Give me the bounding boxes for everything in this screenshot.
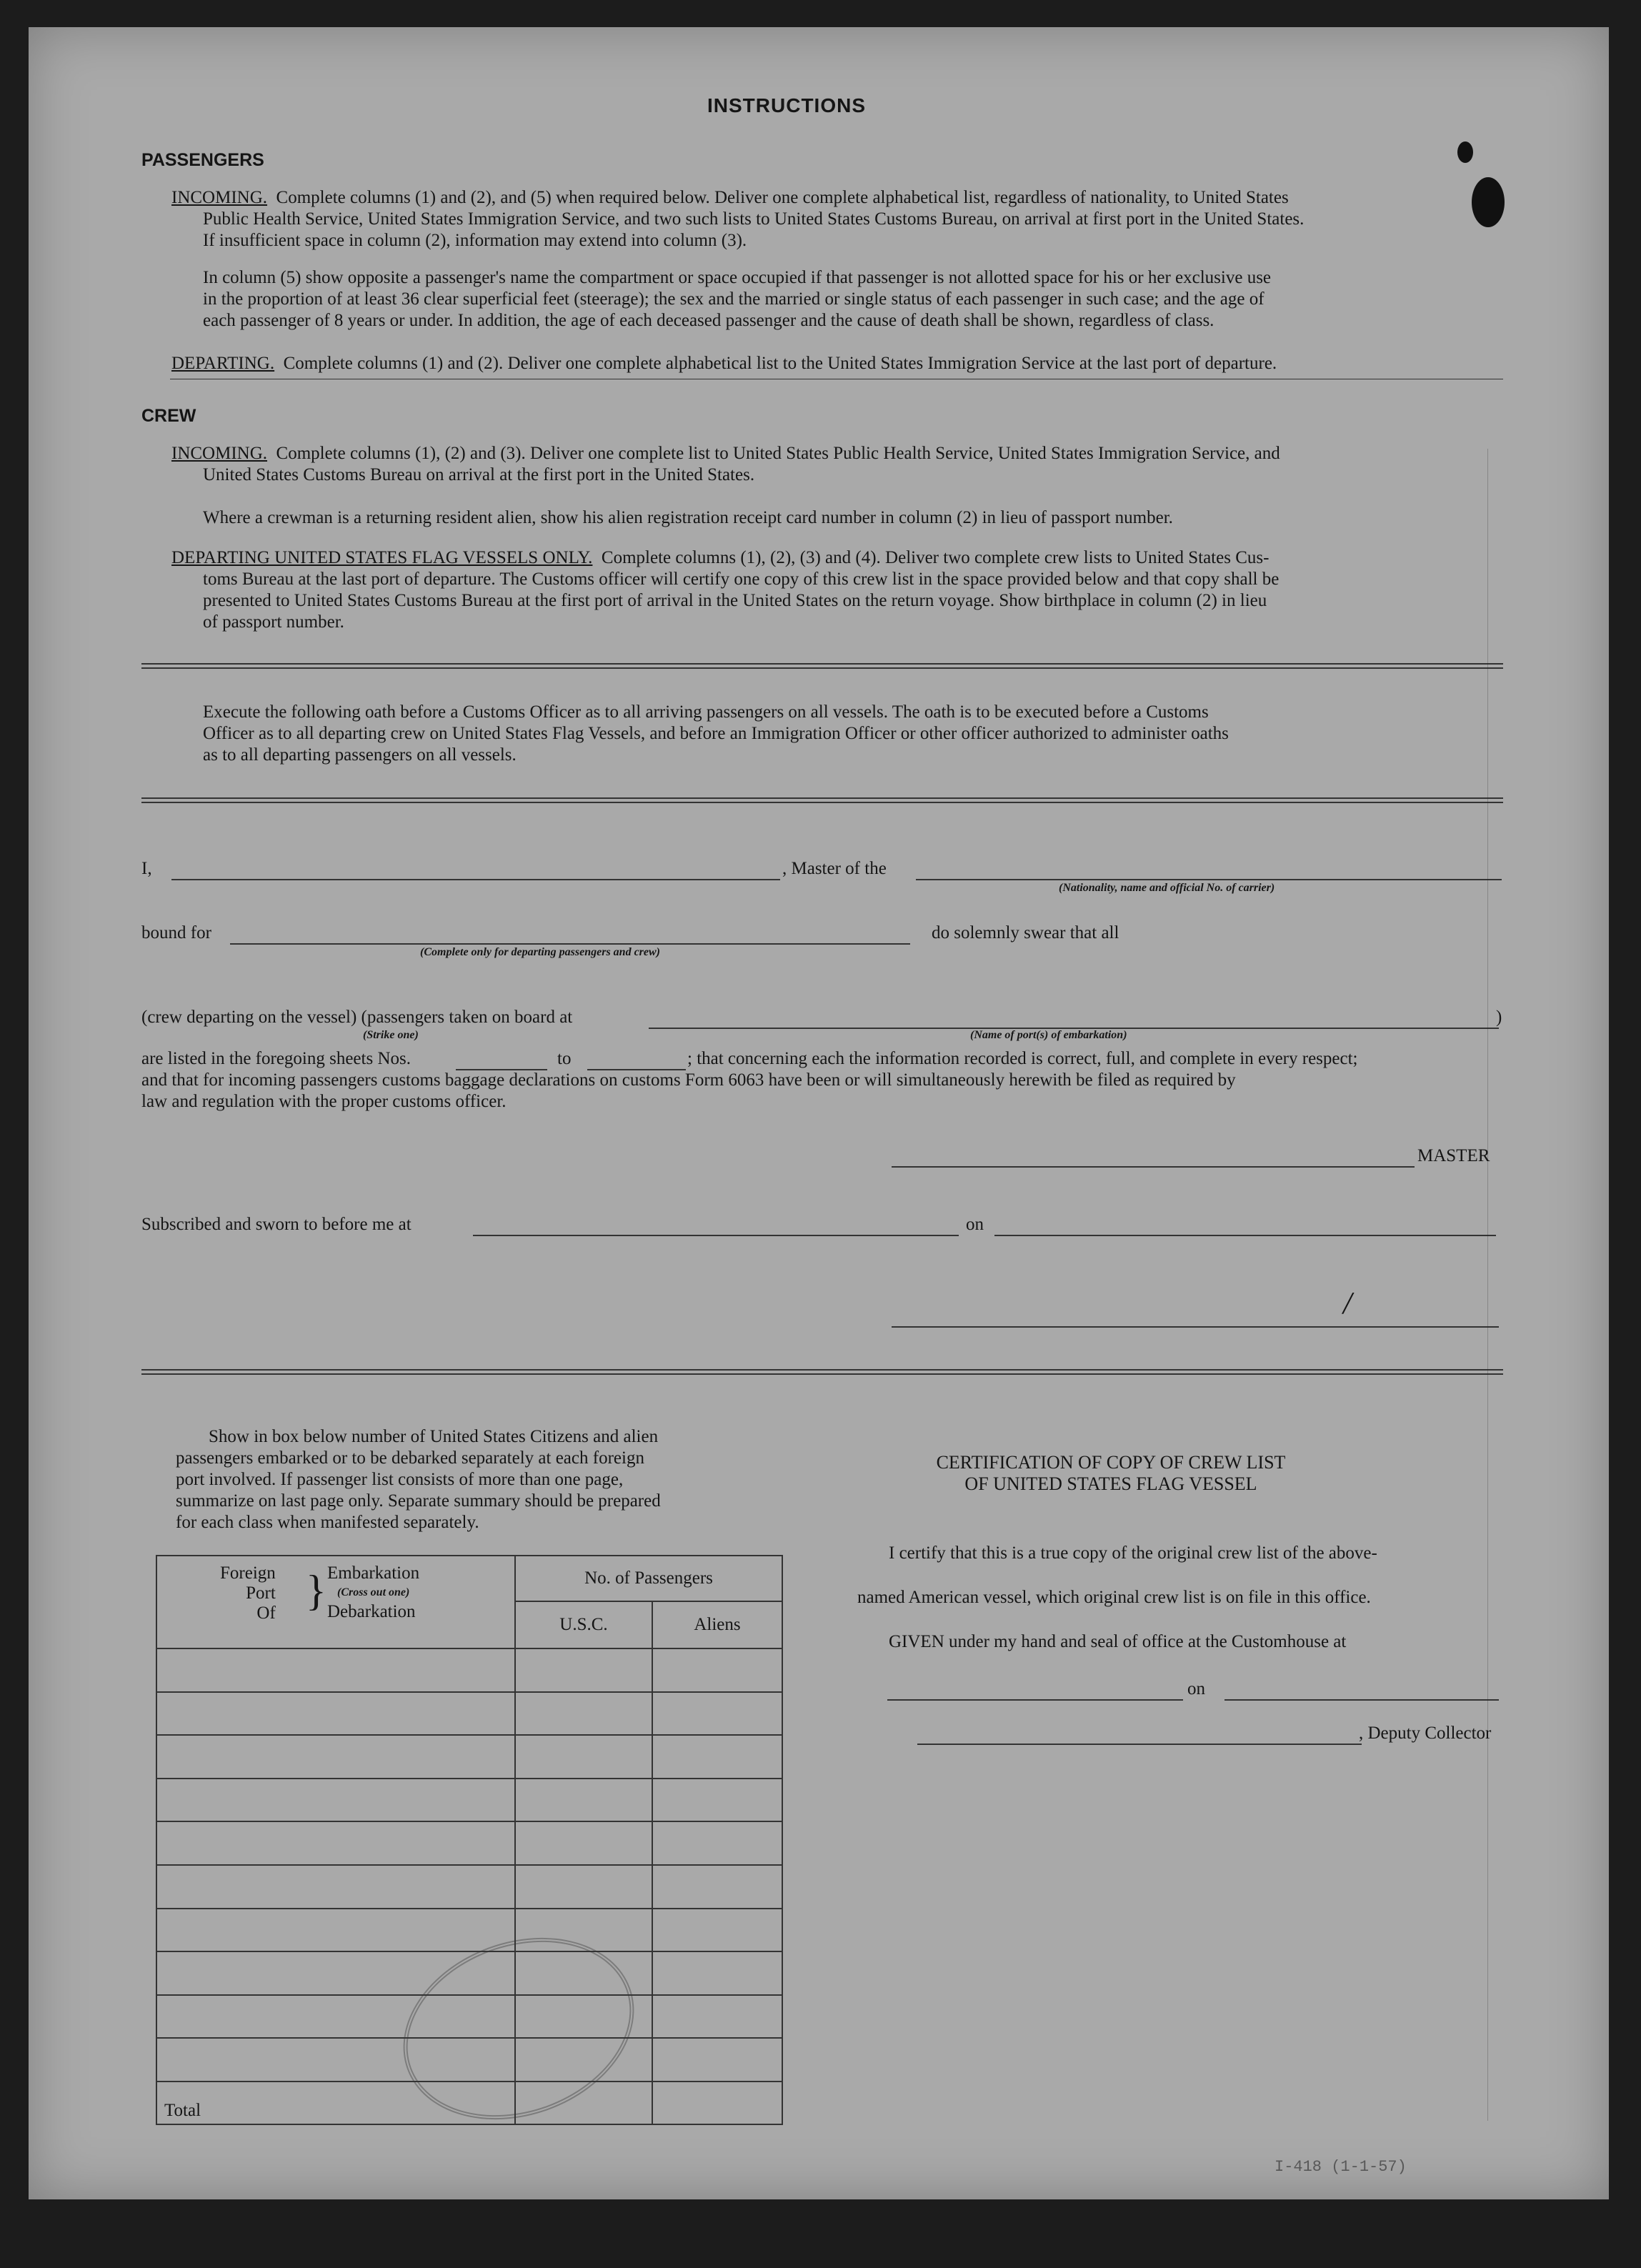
certification-date-field[interactable] xyxy=(1224,1699,1499,1701)
bound-for-field[interactable] xyxy=(230,943,910,945)
oath-i: I, xyxy=(141,859,152,878)
master-name-field[interactable] xyxy=(171,879,780,880)
passengers-incoming xyxy=(171,187,1500,252)
passengers-incoming-text-1: Complete columns (1) and (2), and (5) when required below. Deliver one complete alphabetical list, regardless of nationality, to United States xyxy=(276,188,1289,207)
crew-alien: Where a crewman is a returning resident alien, show his alien registration receipt card number in column (2) in lieu of passport number. xyxy=(203,508,1173,527)
of-label: Of xyxy=(256,1603,276,1623)
aliens-header: Aliens xyxy=(652,1601,782,1648)
form-number: I-418 (1-1-57) xyxy=(1275,2158,1407,2176)
close-paren: ) xyxy=(1496,1008,1502,1027)
embark-debark xyxy=(327,1563,419,1622)
strike-caption: (Strike one) xyxy=(363,1029,419,1041)
embarkation-label: Embarkation xyxy=(327,1563,420,1583)
col5-text-1: In column (5) show opposite a passenger's name the compartment or space occupied if that passenger is not allotted space for his or her exclusive use xyxy=(203,268,1272,287)
master-label: MASTER xyxy=(1417,1146,1490,1165)
cross-out-label: (Cross out one) xyxy=(337,1586,410,1598)
crew-incoming-text-2: United States Customs Bureau on arrival at the first port in the United States. xyxy=(203,465,755,484)
passengers-incoming-text-3: If insufficient space in column (2), information may extend into column (3). xyxy=(203,231,747,250)
subscribed-place-field[interactable] xyxy=(473,1235,959,1236)
bound-for-caption: (Complete only for departing passengers and crew) xyxy=(420,946,660,958)
sheets-text-a: are listed in the foregoing sheets Nos. xyxy=(141,1049,411,1068)
signature-mark: / xyxy=(1343,1285,1352,1320)
total-label: Total xyxy=(156,2082,515,2124)
crew-departing-label: DEPARTING UNITED STATES FLAG VESSELS ONLY. xyxy=(171,548,593,567)
passengers-incoming-label: INCOMING. xyxy=(171,188,268,207)
officer-signature-field[interactable] xyxy=(892,1326,1499,1328)
certification-text-2: named American vessel, which original crew list is on file in this office. xyxy=(857,1588,1371,1607)
summary-instructions xyxy=(176,1426,804,1533)
summary-instruction-5: for each class when manifested separately. xyxy=(176,1513,479,1532)
brace: } xyxy=(306,1567,326,1614)
law-text: law and regulation with the proper customs officer. xyxy=(141,1092,507,1111)
col5-text-3: each passenger of 8 years or under. In addition, the age of each deceased passenger and the cause of death shall be shown, regardless of class. xyxy=(203,311,1214,330)
passengers-departing-text: Complete columns (1) and (2). Deliver one complete alphabetical list to the United States Immigration Service at the last port of departure. xyxy=(283,354,1277,373)
subscribed-on: on xyxy=(966,1215,984,1234)
crew-departing-text-2: toms Bureau at the last port of departure. The Customs officer will certify one copy of this crew list in the space provided below and that copy shall be xyxy=(203,570,1280,589)
certification-text-1: I certify that this is a true copy of the original crew list of the above- xyxy=(889,1543,1377,1563)
bleed-through-rule xyxy=(1487,449,1488,2121)
no-of-passengers-header: No. of Passengers xyxy=(515,1556,782,1601)
certification-heading-1: CERTIFICATION OF COPY OF CREW LIST xyxy=(936,1452,1286,1473)
subscribed-text: Subscribed and sworn to before me at xyxy=(141,1215,412,1234)
passengers-departing-label: DEPARTING. xyxy=(171,354,275,373)
summary-instruction-4: summarize on last page only. Separate summary should be prepared xyxy=(176,1491,661,1511)
master-of-label: , Master of the xyxy=(782,859,887,878)
passengers-incoming-text-2: Public Health Service, United States Immigration Service, and two such lists to United States Customs Bureau, on arrival at first port in the United States. xyxy=(203,209,1305,229)
table-row xyxy=(156,1692,782,1736)
table-row xyxy=(156,1735,782,1779)
table-row xyxy=(156,1995,782,2039)
carrier-caption: (Nationality, name and official No. of carrier) xyxy=(1059,882,1275,894)
swear-text: do solemnly swear that all xyxy=(932,923,1119,942)
oath-intro xyxy=(203,702,1475,766)
double-divider xyxy=(141,1369,1503,1375)
debarkation-label: Debarkation xyxy=(327,1602,416,1621)
crew-departing-text-4: of passport number. xyxy=(203,612,344,632)
table-row xyxy=(156,1821,782,1865)
deputy-collector: , Deputy Collector xyxy=(1359,1724,1492,1743)
oath-intro-2: Officer as to all departing crew on United States Flag Vessels, and before an Immigration Officer or other officer authorized to administer oaths xyxy=(203,724,1229,743)
page-title: INSTRUCTIONS xyxy=(707,94,866,116)
subscribed-date-field[interactable] xyxy=(994,1235,1496,1236)
crew-passengers-text: (crew departing on the vessel) (passengers taken on board at xyxy=(141,1008,573,1027)
total-row xyxy=(156,2082,782,2124)
ink-blot-small xyxy=(1457,141,1473,163)
table-row xyxy=(156,1951,782,1995)
bound-for-label: bound for xyxy=(141,923,211,942)
passengers-heading: PASSENGERS xyxy=(141,150,264,170)
master-signature-field[interactable] xyxy=(892,1166,1415,1168)
port-header-cell xyxy=(156,1556,515,1648)
passenger-summary-table xyxy=(156,1555,783,2125)
certification-heading xyxy=(807,1452,1415,1495)
deputy-signature-field[interactable] xyxy=(917,1744,1362,1745)
double-divider xyxy=(141,663,1503,669)
baggage-text: and that for incoming passengers customs baggage declarations on customs Form 6063 have been or will simultaneously herewith be filed as required by xyxy=(141,1070,1236,1090)
table-row xyxy=(156,1909,782,1952)
table-row xyxy=(156,1648,782,1692)
port-label: Port xyxy=(246,1583,276,1603)
crew-departing-text-3: presented to United States Customs Bureau at the first port of arrival in the United States on the return voyage. Show birthplace in column (2) in lieu xyxy=(203,591,1267,610)
table-row xyxy=(156,1865,782,1909)
table-row xyxy=(156,2038,782,2082)
double-divider xyxy=(141,797,1503,803)
summary-instruction-2: passengers embarked or to be debarked separately at each foreign xyxy=(176,1448,644,1468)
document-page xyxy=(29,27,1609,2199)
usc-header: U.S.C. xyxy=(515,1601,652,1648)
crew-heading: CREW xyxy=(141,406,196,426)
table-row xyxy=(156,1779,782,1822)
carrier-field[interactable] xyxy=(916,879,1502,880)
crew-departing-text-1: Complete columns (1), (2), (3) and (4). Deliver two complete crew lists to United States Cus- xyxy=(601,548,1270,567)
sheets-text-b: ; that concerning each the information recorded is correct, full, and complete in every respect; xyxy=(687,1049,1358,1068)
col5-text-2: in the proportion of at least 36 clear superficial feet (steerage); the sex and the married or single status of each passenger in such case; and the age of xyxy=(203,289,1265,309)
certification-on: on xyxy=(1187,1679,1205,1698)
oath-intro-1: Execute the following oath before a Customs Officer as to all arriving passengers on all vessels. The oath is to be executed before a Customs xyxy=(203,702,1209,722)
certification-text-3: GIVEN under my hand and seal of office at the Customhouse at xyxy=(889,1632,1347,1651)
crew-incoming-label: INCOMING. xyxy=(171,444,268,463)
crew-incoming xyxy=(171,443,1500,486)
foreign-label: Foreign xyxy=(220,1563,276,1583)
foreign-port-of xyxy=(220,1563,276,1623)
customhouse-field[interactable] xyxy=(887,1699,1183,1701)
summary-instruction-1: Show in box below number of United States Citizens and alien xyxy=(209,1427,659,1446)
passengers-col5 xyxy=(203,267,1503,332)
summary-instruction-3: port involved. If passenger list consists of more than one page, xyxy=(176,1470,624,1489)
sheets-to: to xyxy=(557,1049,572,1068)
passengers-departing xyxy=(171,353,1500,374)
crew-departing xyxy=(171,547,1500,633)
oath-intro-3: as to all departing passengers on all vessels. xyxy=(203,745,517,765)
crew-incoming-text-1: Complete columns (1), (2) and (3). Deliver one complete list to United States Public Health Service, United States Immigration Service, and xyxy=(276,444,1280,463)
port-caption: (Name of port(s) of embarkation) xyxy=(970,1029,1127,1041)
certification-heading-2: OF UNITED STATES FLAG VESSEL xyxy=(964,1473,1257,1494)
